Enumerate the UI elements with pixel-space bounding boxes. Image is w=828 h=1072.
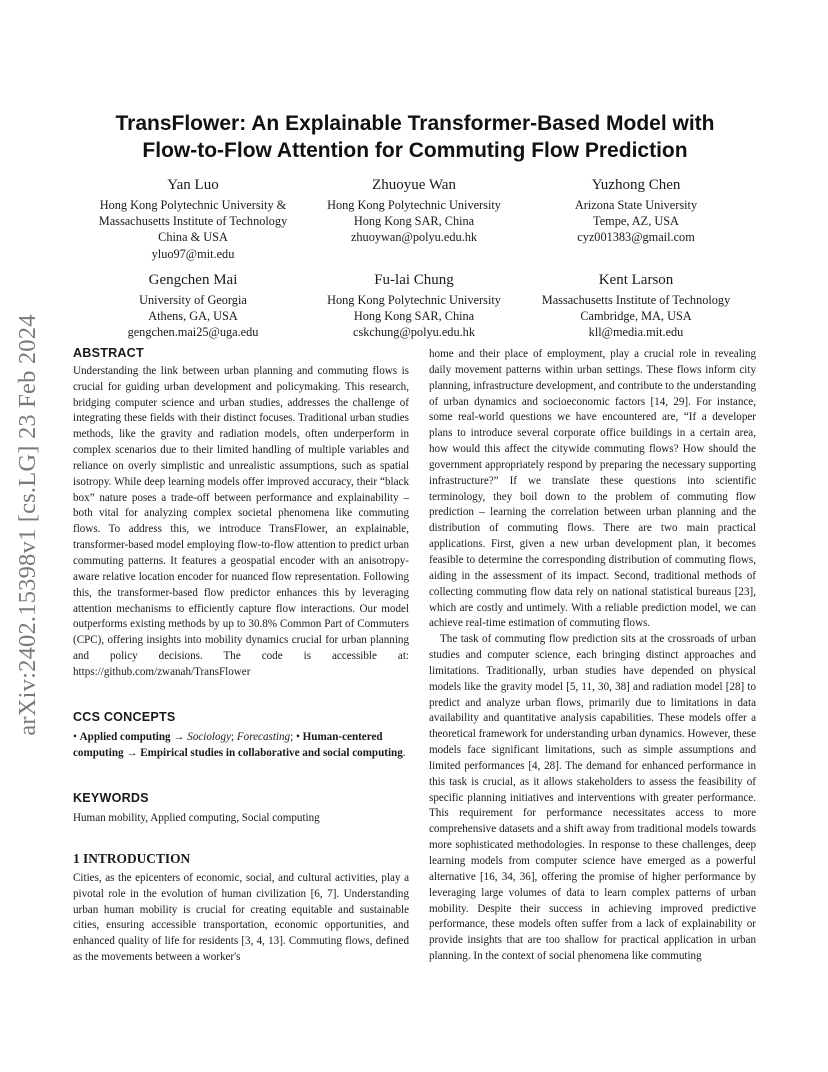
author-block <box>73 176 313 262</box>
ccs-section <box>73 710 409 762</box>
author-block <box>516 271 756 341</box>
ccs-arrow: → <box>173 730 185 743</box>
author-location: Hong Kong SAR, China <box>353 214 475 229</box>
author-email: zhuoywan@polyu.edu.hk <box>350 230 478 245</box>
title-line-2: Flow-to-Flow Attention for Commuting Flow Prediction <box>142 139 688 162</box>
author-location: Tempe, AZ, USA <box>593 214 679 229</box>
author-affiliation: Hong Kong Polytechnic University <box>327 293 501 307</box>
keywords-section <box>73 791 409 827</box>
author-affiliation: Massachusetts Institute of Technology <box>541 293 731 307</box>
author-email: cskchung@polyu.edu.hk <box>353 325 475 340</box>
author-block <box>73 271 313 341</box>
author-name: Zhuoyue Wan <box>372 177 456 193</box>
intro-paragraph-3: The task of commuting flow prediction sits at the crossroads of urban studies and computer science, each bringing distinct approaches and limitations. Traditionally, urban studies have depended on physical models like the gravity model [5, 11, 30, 38] and radiation model [28] to predict and analyze urban flows, primarily due to limitations in data availability and quantitative analysis capabilities. These models offer a theoretical framework for understanding urban dynamics. However, these models face significant limitations, such as simple assumptions and limited performances [4, 28]. The demand for enhanced performance in this task is crucial, as it allows stakeholders to assess the feasibility of specific planning initiatives and interventions with greater performance. This requirement for performance necessitates access to more comprehensive datasets and a shift away from traditional models towards more sophisticated methodologies. In response to these challenges, deep learning models from computer science have emerged as a powerful alternative [16, 34, 36], offering the promise of higher performance by leveraging large volumes of data to learn complex patterns of urban mobility. Despite their success in achieving improved predictive performance, these models often suffer from a lack of explainability or provide insights that are too shallow for practical application in urban planning. In the context of social phenomena like commuting <box>429 633 757 963</box>
title-line-1: TransFlower: An Explainable Transformer-Based Model with <box>115 112 715 135</box>
paper-title <box>60 110 770 164</box>
ccs-bullet: • <box>73 730 77 743</box>
ccs-separator: ; <box>290 730 294 743</box>
author-name: Kent Larson <box>598 272 674 288</box>
right-column <box>429 347 756 965</box>
author-block <box>516 176 756 246</box>
ccs-arrow: → <box>126 746 138 759</box>
ccs-end: . <box>402 746 406 759</box>
author-name: Fu-lai Chung <box>374 272 454 288</box>
author-name: Yan Luo <box>167 177 219 193</box>
ccs-concept-1: Applied computing <box>79 730 171 743</box>
ccs-bullet: • <box>295 730 300 743</box>
author-email: kll@media.mit.edu <box>588 325 684 340</box>
author-affiliation: Hong Kong Polytechnic University <box>327 198 501 212</box>
author-block <box>294 271 534 341</box>
left-column <box>73 346 409 681</box>
introduction-section <box>73 851 409 966</box>
arxiv-sidebar <box>6 290 50 760</box>
keywords-heading: KEYWORDS <box>73 791 149 805</box>
ccs-subconcept: Forecasting <box>236 730 291 743</box>
intro-paragraph-2: home and their place of employment, play a crucial role in revealing daily movement patterns within urban settings. These flows inform city planning, infrastructure development, and contribute to the understanding of urban dynamics and socioeconomic factors [14, 29]. For instance, some real-world questions we have encountered are, “If a developer plans to introduce several corporate office buildings in a certain area, how would this affect the citywide commuting flows? How should the government appropriately respond by preparing the necessary supporting infrastructure?” If we translate these questions into scientific terminology, they boil down to the problem of commuting flow prediction – learning the correlation between urban planning and the distribution of commuting flows. There are two main practical applications. First, given a new urban development plan, it becomes feasible to determine the corresponding distribution of commuting flows, aiding in the assessment of its impact. Second, traditional methods of collecting commuting flow data rely on national statistical bureaus [23], which are costly and untimely. With a reliable prediction model, we can achieve real-time estimation of commuting flows. <box>429 348 756 630</box>
author-affiliation: University of Georgia <box>139 293 247 307</box>
ccs-heading: CCS CONCEPTS <box>73 710 176 724</box>
ccs-concepts <box>73 730 409 762</box>
author-affiliation: Arizona State University <box>574 198 698 212</box>
arxiv-identifier: arXiv:2402.15398v1 [cs.LG] 23 Feb 2024 <box>14 314 41 736</box>
author-affiliation: Massachusetts Institute of Technology <box>98 214 288 229</box>
ccs-separator: ; <box>231 730 235 743</box>
author-location: Cambridge, MA, USA <box>580 309 692 324</box>
author-location: Hong Kong SAR, China <box>353 309 475 324</box>
author-email: cyz001383@gmail.com <box>577 230 695 245</box>
author-block <box>294 176 534 246</box>
abstract-text: Understanding the link between urban planning and commuting flows is crucial for guiding urban development and policymaking. This research, bridging computer science and urban studies, addresses the challenge of integrating these fields with their distinct focuses. Traditional urban studies methods, like the gravity and radiation models, often underperform in complex scenarios due to their limited handling of multiple variables and reliance on overly simplistic and unrealistic assumptions, such as spatial isotropy. While deep learning models offer improved accuracy, their “black box” nature poses a trade-off between performance and explainability – both vital for analyzing complex societal phenomena like commuting flows. To address this, we introduce TransFlower, an explainable, transformer-based model employing flow-to-flow attention to predict urban commuting patterns. It features a geospatial encoder with an anisotropy-aware relative location encoder for nuanced flow representation. Following this, the transformer-based flow predictor enhances this by leveraging attention mechanisms to efficiently capture flow interactions. Our model outperforms existing methods by up to 30.8% Common Part of Commuters (CPC), offering insights into mobility dynamics crucial for urban planning and policy decisions. The code is accessible at: https://github.com/zwanah/TransFlower <box>73 364 409 678</box>
abstract-heading: ABSTRACT <box>73 346 144 360</box>
author-email: yluo97@mit.edu <box>151 246 235 261</box>
ccs-subconcept: Empirical studies in collaborative and social computing <box>140 746 403 759</box>
intro-paragraph-1: Cities, as the epicenters of economic, social, and cultural activities, play a pivotal role in the evolution of human civilization [6, 7]. Understanding urban human mobility is crucial for creating equitable and sustainable cities, ensuring accessible transportation, economic opportunities, and enhanced quality of life for residents [3, 4, 13]. Commuting flows, defined as the movements between a worker's <box>73 871 409 964</box>
introduction-heading: 1 INTRODUCTION <box>73 851 191 866</box>
ccs-subconcept: Sociology <box>187 730 232 743</box>
author-name: Gengchen Mai <box>148 272 238 288</box>
author-affiliation: Hong Kong Polytechnic University & <box>99 198 287 212</box>
keywords-text: Human mobility, Applied computing, Social computing <box>73 811 320 824</box>
ccs-concept-2: Human-centered computing <box>73 730 383 759</box>
author-email: gengchen.mai25@uga.edu <box>127 325 259 340</box>
author-name: Yuzhong Chen <box>591 177 681 193</box>
author-location: Athens, GA, USA <box>148 309 238 324</box>
author-location: China & USA <box>158 230 228 245</box>
